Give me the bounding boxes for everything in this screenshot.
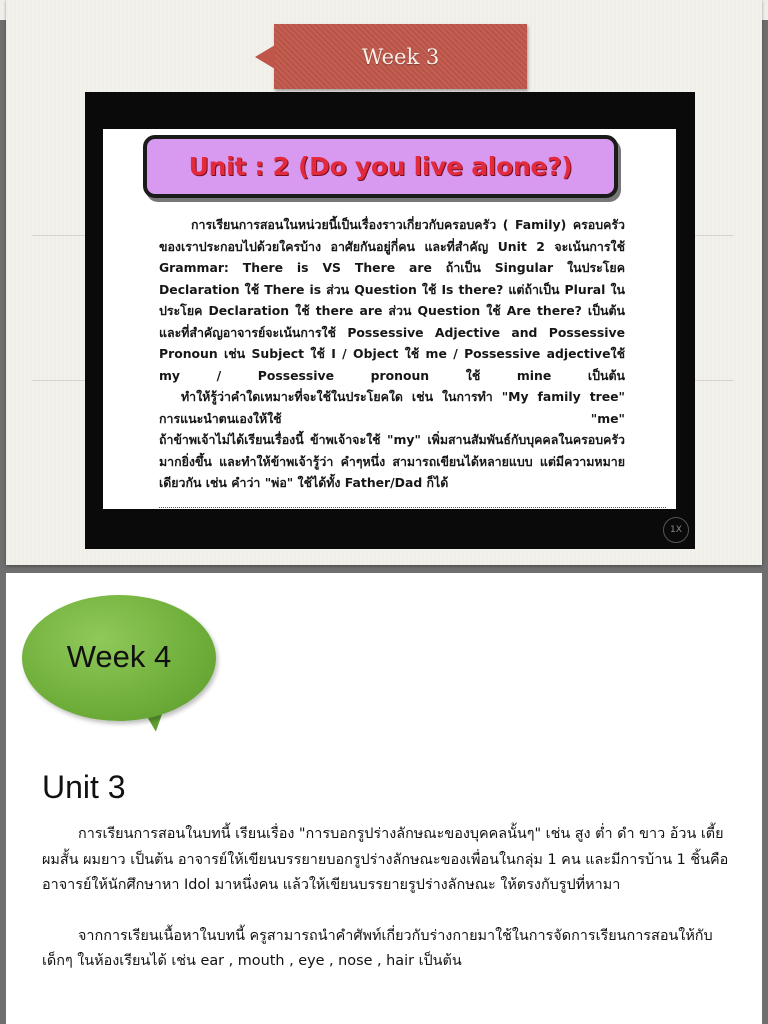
unit-3-paragraph: จากการเรียนเนื้อหาในบทนี้ ครูสามารถนำคำศัพท์เกี่ยวกับร่างกายมาใช้ในการจัดการเรียนการสอนให้กับเด็กๆ ในห้องเรียนได้ เช่น ear , mouth , eye , nose , hair เป็นต้น (42, 927, 713, 969)
unit-3-heading: Unit 3 (42, 769, 126, 805)
playback-speed-button[interactable]: 1X (663, 517, 689, 543)
slide-text (159, 214, 625, 494)
slide-paragraph: ถ้าข้าพเจ้าไม่ได้เรียนเรื่องนี้ ข้าพเจ้าจะใช้ "my" เพิ่มสานสัมพันธ์กับบุคคลในครอบครัวมากยิ่งขึ้น และทำให้ข้าพเจ้ารู้ว่า คำๆหนึ่ง สามารถเขียนได้หลายแบบ แต่มีความหมายเดียวกัน เช่น คำว่า "พ่อ" ใช้ได้ทั้ง Father/Dad ก็ได้ (159, 432, 625, 490)
unit-3-paragraph: การเรียนการสอนในบทนี้ เรียนเรื่อง "การบอกรูปร่างลักษณะของบุคคลนั้นๆ" เช่น สูง ต่ำ ดำ ขาว อ้วน เตี้ย ผมสั้น ผมยาว เป็นต้น อาจารย์ให้เขียนบรรยายบอกรูปร่างลักษณะของเพื่อนในกลุ่ม 1 คน และมีการบ้าน 1 ชิ้นคือ อาจารย์ให้นักศึกษาหา Idol มาหนึ่งคน แล้วให้เขียนบรรยายรูปร่างลักษณะ ให้ตรงกับรูปที่หามา (42, 826, 729, 893)
slide-image (103, 129, 676, 509)
week-4-label: Week 4 (66, 639, 172, 674)
slide-paragraph: ทำให้รู้ว่าคำใดเหมาะที่จะใช้ในประโยคใด เช่น ในการทำ "My family tree" การแนะนำตนเองให้ใช้ "me" (159, 389, 625, 426)
week-3-label: Week 3 (274, 24, 527, 89)
dotted-rule (159, 507, 666, 508)
unit-3-body (42, 822, 742, 975)
page-week-3 (6, 0, 762, 565)
week-4-speech-bubble (22, 595, 216, 721)
video-player[interactable] (85, 92, 695, 549)
slide-title: Unit : 2 (Do you live alone?) (188, 152, 573, 181)
slide-paragraph: การเรียนการสอนในหน่วยนี้เป็นเรื่องราวเกี่ยวกับครอบครัว ( Family) ครอบครัวของเราประกอบไปด้วยใครบ้าง อาศัยกันอยู่กี่คน และที่สำคัญ Unit 2 จะเน้นการใช้ Grammar: There is VS There are ถ้าเป็น Singular ในประโยค Declaration ใช้ There is ส่วน Question ใช้ Is there? แต่ถ้าเป็น Plural ในประโยค Declaration ใช้ there are ส่วน Question ใช้ Are there? เป็นต้น และที่สำคัญอาจารย์จะเน้นการใช้ Possessive Adjective and Possessive Pronoun เช่น Subject ใช้ I / Object ใช้ me / Possessive adjectiveใช้ my / Possessive pronoun ใช้ mine เป็นต้น (159, 217, 625, 383)
page-week-4 (6, 573, 762, 1024)
slide-title-box (143, 135, 618, 198)
